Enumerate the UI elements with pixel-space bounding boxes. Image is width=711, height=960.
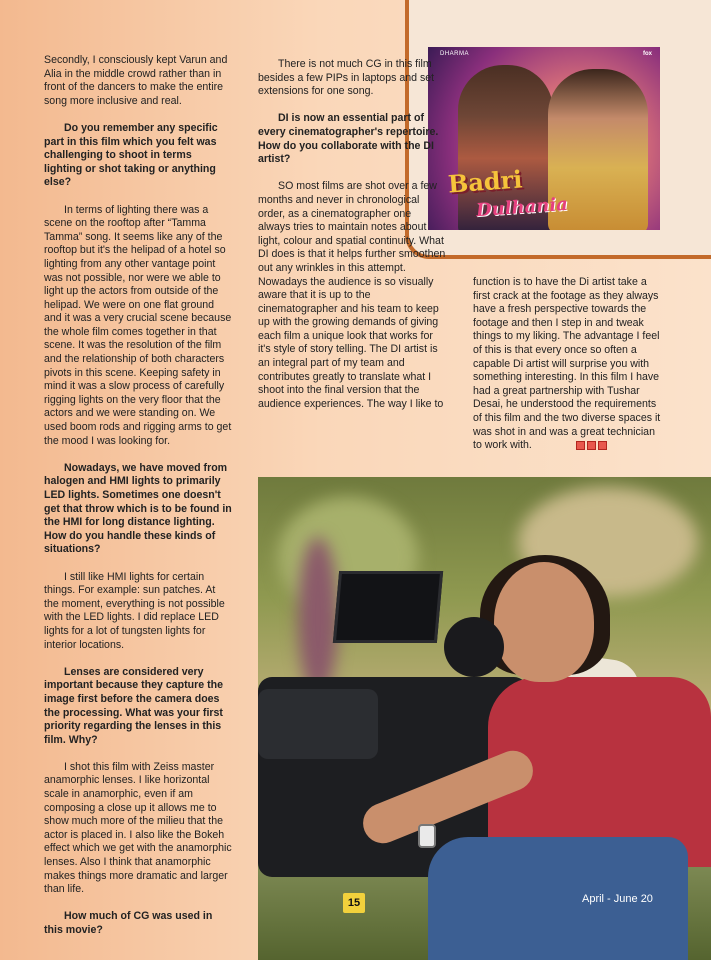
article-column-1 [44, 54, 232, 951]
poster-title: Badri [447, 164, 524, 199]
issue-date: April - June 20 [582, 893, 653, 905]
body-paragraph: I shot this film with Zeiss master anamorphic lenses. I like horizontal scale in anamorphic, even if am composing a close up it allows me to show much more of the milieu that the actor is placed in. I also like the Bokeh effect which we get with the anamorphic lenses. Also I think that anamorphic makes things more dramatic and larger than life. [44, 760, 232, 896]
end-mark-square-icon [598, 441, 607, 450]
interview-question: Do you remember any specific part in this film which you felt was challenging to shoot in terms lighting or shot taking or anything else? [44, 121, 218, 189]
body-paragraph: There is not much CG in this film besides a few PIPs in laptops and set extensions for one song. [258, 58, 435, 98]
camera-monitor [333, 571, 443, 643]
end-mark-square-icon [587, 441, 596, 450]
interview-question: Lenses are considered very important because they capture the image first before the camera does the processing. What was your first priority regarding the lenses in this film. Why? [44, 665, 223, 746]
photo-bokeh [298, 537, 338, 697]
interview-question: Nowadays, we have moved from halogen and HMI lights to primarily LED lights. Sometimes one doesn't get that throw which is to be found in the HMI for long distance lighting. How do you handle these kinds of situations? [44, 461, 232, 556]
body-paragraph: SO most films are shot over a few months and never in chronological order, as a cinematographer one always tries to maintain notes about light, colour and spatial continuity. What DI does is that it helps further smoothen out any wrinkles in this attempt. Nowadays the audience is so visually aware that it is up to the cinematographer and his team to keep up with the growing demands of giving each film a unique look that works for it's style of story telling. The DI artist is an integral part of my team and contributes greatly to translate what I shoot into the final version that the audience experiences. The way I like to [258, 180, 446, 410]
article-column-3 [473, 276, 663, 466]
body-paragraph: function is to have the Di artist take a first crack at the footage as they always have a fresh perspective towards the footage and then I step in and tweak things to my liking. The advantage I feel of this is that every once so often a capable Di artist will surprise you with something interesting. In this film I have had a great partnership with Tushar Desai, he understood the requirements of this film and the two diverse spaces it was shot in and was a great technician to work with. [473, 276, 661, 452]
wristwatch [418, 824, 436, 848]
interview-question: How much of CG was used in this movie? [44, 910, 213, 936]
interview-question: DI is now an essential part of every cinematographer's repertoire. How do you collaborate with the DI artist? [258, 112, 439, 166]
poster-subtitle: Dulhania [475, 193, 569, 222]
body-paragraph: In terms of lighting there was a scene on the rooftop after “Tamma Tamma” song. It seems like any of the rooftop but it's the helipad of a hotel so lighting from any other vantage point was not possible, nor were we able to light up the actors from outside of the helipad. We were on one flat ground and it was a very crucial scene because the whole film comes together in that scene. It was the resolution of the film and the relationship of both characters pivots in this scene. Keeping safety in mind it was a slow process of carefully rigging lights on the very floor that the actors and we were standing on. We used boom rods and rigging arms to get the mood I was looking for. [44, 203, 232, 447]
camera-lens [258, 689, 378, 759]
cinematographer-photo [258, 477, 711, 960]
end-mark-square-icon [576, 441, 585, 450]
face [494, 562, 594, 682]
movie-poster-image [428, 47, 660, 230]
article-column-2 [258, 58, 446, 425]
camera-eyepiece [444, 617, 504, 677]
body-paragraph: Secondly, I consciously kept Varun and Alia in the middle crowd rather than in front of the dancers to make the entire song more inclusive and real. [44, 54, 228, 107]
poster-brand: DHARMA [440, 51, 470, 57]
body-paragraph: I still like HMI lights for certain things. For example: sun patches. At the moment, everything is not possible with the LED lights. I did replace LED lights for a lot of tungsten lights for interior locations. [44, 570, 225, 651]
end-mark-icon [576, 439, 609, 453]
page-number: 15 [343, 893, 365, 913]
poster-corner-logo: fox [643, 51, 652, 57]
